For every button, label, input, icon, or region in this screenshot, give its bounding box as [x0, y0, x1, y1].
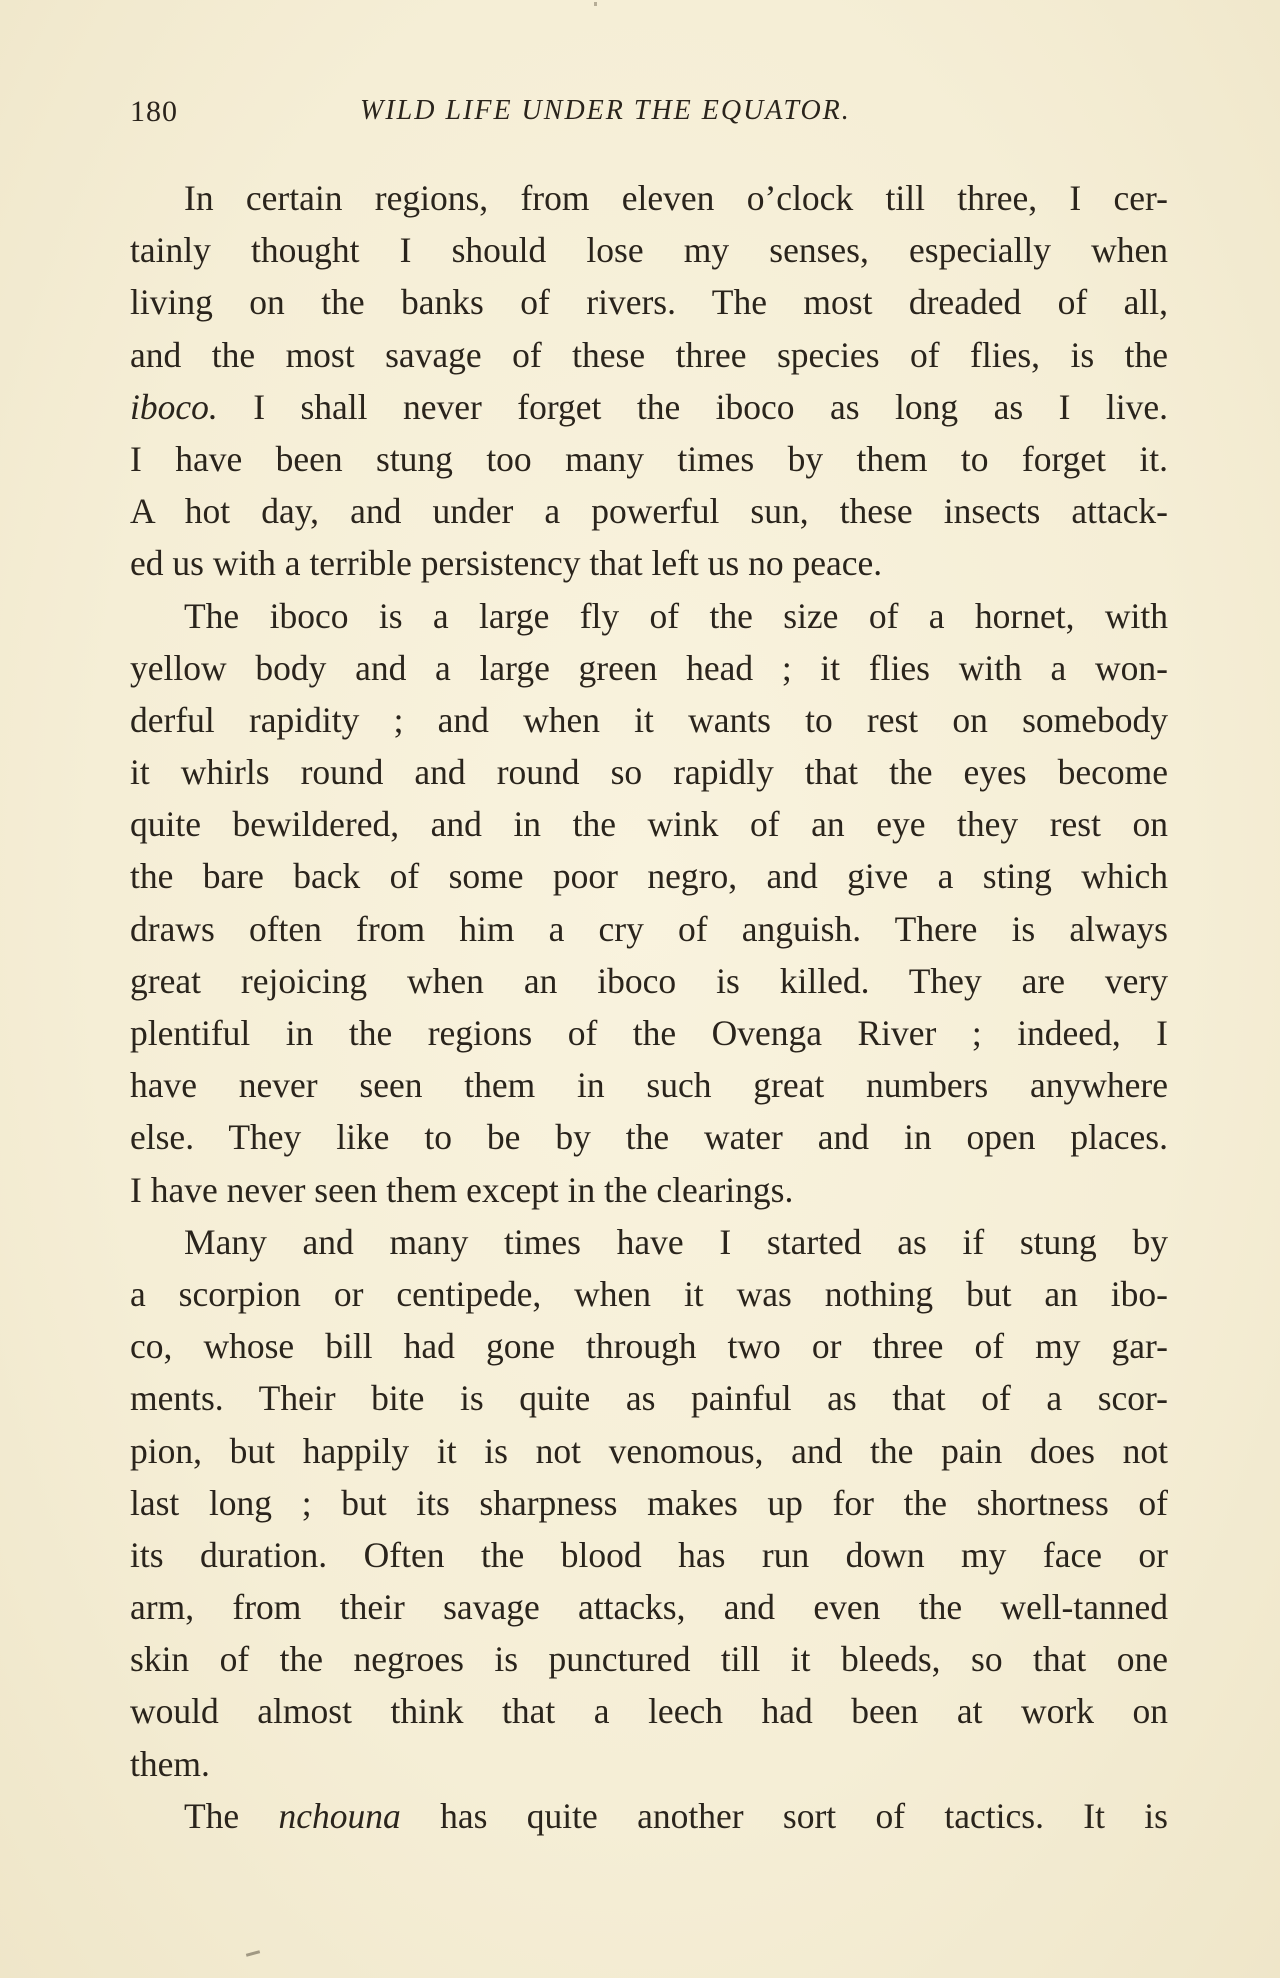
text-line: derful rapidity ; and when it wants to rest on somebody [130, 699, 1168, 740]
text-line: co, whose bill had gone through two or three of my gar- [130, 1326, 1168, 1367]
text-line: pion, but happily it is not venomous, and the pain does not [130, 1430, 1168, 1471]
italic-word-nchouna: nchouna [278, 1795, 401, 1836]
text-line: skin of the negroes is punctured till it bleeds, so that one [130, 1639, 1168, 1680]
text-line: and the most savage of these three species of flies, is the [130, 334, 1168, 375]
text-line: Many and many times have I started as if stung by [184, 1221, 1168, 1262]
text-line: quite bewildered, and in the wink of an eye they rest on [130, 804, 1168, 845]
text-line: draws often from him a cry of anguish. There is always [130, 908, 1168, 949]
text-line: A hot day, and under a powerful sun, these insects attack- [130, 491, 1168, 532]
text-line: ments. Their bite is quite as painful as that of a scor- [130, 1378, 1168, 1419]
print-speck [594, 2, 597, 6]
text-line-with-italic: The nchouna has quite another sort of tactics. It is [184, 1795, 1168, 1836]
text-line: yellow body and a large green head ; it flies with a won- [130, 647, 1168, 688]
text-line: would almost think that a leech had been at work on [130, 1691, 1168, 1732]
text-line: them. [130, 1743, 210, 1784]
text-line: The iboco is a large fly of the size of a hornet, with [184, 595, 1168, 636]
italic-word-iboco: iboco. [130, 386, 218, 427]
page-number: 180 [130, 95, 178, 128]
text-line: plentiful in the regions of the Ovenga River ; indeed, I [130, 1013, 1168, 1053]
text-line: tainly thought I should lose my senses, especially when [130, 230, 1168, 271]
text-line: else. They like to be by the water and in open places. [130, 1117, 1168, 1158]
text-line: great rejoicing when an iboco is killed. They are very [130, 960, 1168, 1001]
text-line: In certain regions, from eleven o’clock till three, I cer- [184, 178, 1168, 218]
text-line: ed us with a terrible persistency that left us no peace. [130, 543, 883, 584]
text-line: last long ; but its sharpness makes up for the shortness of [130, 1482, 1168, 1523]
text-line: the bare back of some poor negro, and give a sting which [130, 856, 1168, 897]
text-line: living on the banks of rivers. The most dreaded of all, [130, 282, 1168, 323]
text-line: it whirls round and round so rapidly that the eyes become [130, 752, 1168, 793]
text-line: have never seen them in such great numbers anywhere [130, 1065, 1168, 1106]
print-mark [246, 1950, 260, 1957]
body-text [130, 172, 1168, 1842]
text-line-with-italic: iboco. I shall never forget the iboco as long as I live. [130, 386, 1168, 427]
running-title: WILD LIFE UNDER THE EQUATOR. [360, 95, 851, 126]
text-line: its duration. Often the blood has run down my face or [130, 1534, 1168, 1575]
text-line: a scorpion or centipede, when it was nothing but an ibo- [130, 1273, 1168, 1314]
text-line: arm, from their savage attacks, and even the well-tanned [130, 1587, 1168, 1628]
text-line: I have never seen them except in the clearings. [130, 1169, 794, 1210]
text-line: I have been stung too many times by them to forget it. [130, 438, 1168, 479]
running-head [130, 95, 1170, 135]
